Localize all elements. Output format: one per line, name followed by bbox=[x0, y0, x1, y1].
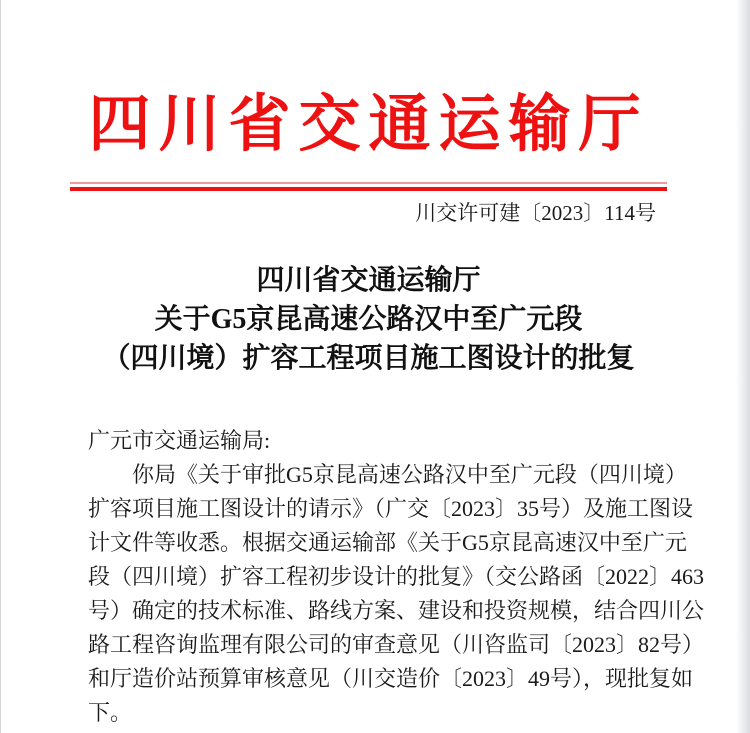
document-title-line-2: 关于G5京昆高速公路汉中至广元段 bbox=[154, 304, 583, 335]
document-title-line-3: （四川境）扩容工程项目施工图设计的批复 bbox=[102, 343, 635, 374]
agency-name-header: 四川省交通运输厅 bbox=[88, 91, 649, 159]
body-line: 扩容项目施工图设计的请示》（广交〔2023〕35号）及施工图设 bbox=[88, 496, 694, 521]
page-left-border bbox=[0, 0, 1, 733]
document-title bbox=[70, 261, 667, 378]
red-separator-thin bbox=[70, 182, 667, 184]
document-body bbox=[88, 424, 705, 730]
document-title-line-1: 四川省交通运输厅 bbox=[256, 265, 481, 296]
body-line: 和厅造价站预算审核意见（川交造价〔2023〕49号），现批复如 bbox=[88, 666, 694, 691]
body-line: 段（四川境）扩容工程初步设计的批复》（交公路函〔2022〕463 bbox=[88, 564, 705, 589]
body-line: 你局《关于审批G5京昆高速公路汉中至广元段（四川境） bbox=[132, 462, 687, 487]
document-number: 川交许可建〔2023〕114号 bbox=[415, 201, 656, 225]
red-separator-thick bbox=[70, 187, 667, 191]
body-line: 计文件等收悉。根据交通运输部《关于G5京昆高速汉中至广元 bbox=[88, 530, 687, 555]
page-right-shadow bbox=[736, 0, 750, 733]
body-line: 路工程咨询监理有限公司的审查意见（川咨监司〔2023〕82号） bbox=[88, 632, 705, 657]
body-line: 下。 bbox=[88, 700, 133, 725]
recipient-salutation: 广元市交通运输局: bbox=[88, 428, 271, 453]
body-line: 号）确定的技术标准、路线方案、建设和投资规模，结合四川公 bbox=[88, 598, 705, 623]
